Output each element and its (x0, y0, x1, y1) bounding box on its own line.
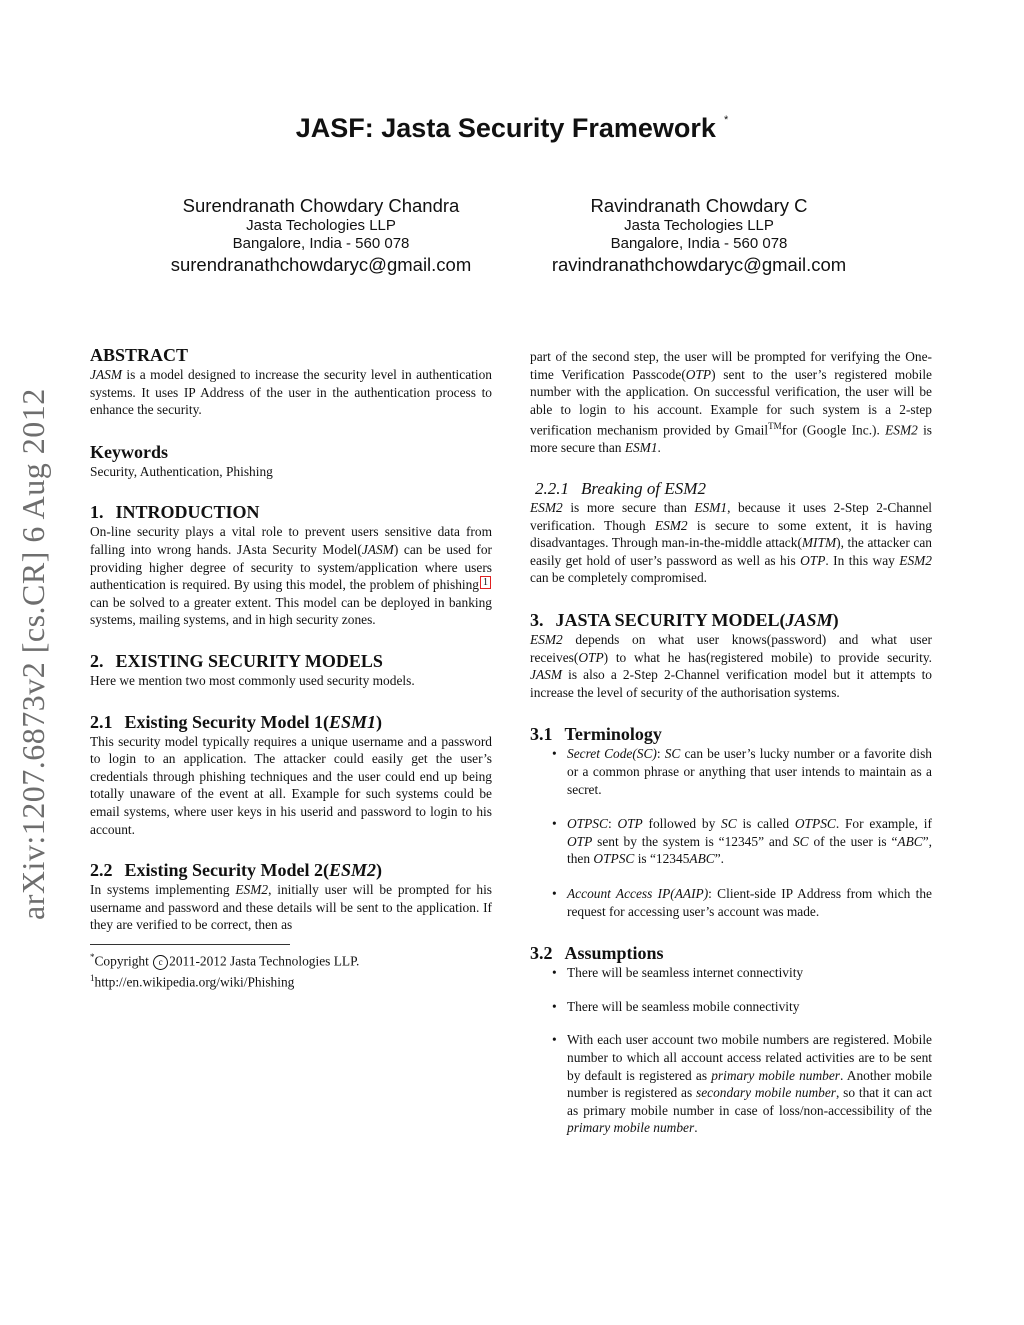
list-item: • With each user account two mobile numbers are registered. Mobile number to which all account access related activities are to be sent by default is registered as primary mobile number. Another mobile number is registered as secondary mobile number, so that it can act as primary mobile number in case of loss/non-accessibility of the primary mobile number. (552, 1032, 933, 1136)
arxiv-identifier-stamp: arXiv:1207.6873v2 [cs.CR] 6 Aug 2012 (15, 388, 51, 920)
left-column (90, 344, 492, 991)
bullet-icon: • (552, 885, 557, 901)
subsection-heading-assumptions: 3.2 Assumptions (530, 943, 664, 964)
bullet-icon: • (552, 998, 557, 1014)
author-block-1 (121, 194, 521, 277)
author-address: Bangalore, India - 560 078 (232, 235, 410, 252)
abstract-heading: ABSTRACT (90, 345, 189, 365)
title-footnote-mark: * (723, 114, 729, 126)
footnote-url[interactable]: $^1$http://en.wikipedia.org/wiki/Phishing (90, 973, 295, 990)
author-address: Bangalore, India - 560 078 (610, 235, 788, 252)
assumptions-list (530, 964, 932, 1137)
term-jasm: JASM (90, 367, 122, 382)
bullet-icon: • (552, 816, 557, 832)
author-affiliation: Jasta Techologies LLP (246, 217, 396, 234)
paper-title: JASF: Jasta Security Framework * (295, 113, 729, 143)
list-item: • There will be seamless mobile connectivity (552, 998, 800, 1014)
abstract-text: JASM is a model designed to increase the security level in authentication systems. It uses IP Address of the user in the authentication process to enhance the security. (90, 367, 492, 418)
list-item: • Secret Code(SC): SC can be user’s lucky number or a favorite dish or a common phrase or anything that user intends to maintain as a secret. (552, 746, 932, 797)
existing-models-text: Here we mention two most commonly used security models. (90, 672, 415, 688)
author-email[interactable]: ravindranathchowdaryc@gmail.com (551, 254, 847, 275)
copyright-icon: c (153, 955, 168, 970)
subsubsection-heading-breaking-esm2: 2.2.1 Breaking of ESM2 (535, 479, 706, 499)
keywords-text: Security, Authentication, Phishing (90, 463, 273, 479)
bullet-icon: • (552, 746, 557, 762)
author-email[interactable]: surendranathchowdaryc@gmail.com (170, 254, 472, 275)
esm2-continued-text: part of the second step, the user will be prompted for verifying the One-time Verification Passcode(OTP) sent to the user’s registered mobile number with the application. On successful verification, the user will be able to login to his account. Example for such system is a 2-step verification mechanism provided by Gmail™for (Google Inc.). ESM2 is more secure than ESM1. (530, 349, 932, 456)
terminology-list (530, 745, 932, 920)
list-item: • Account Access IP(AAIP): Client-side IP Address from which the request for accessing user’s account was made. (552, 885, 932, 919)
bullet-icon: • (552, 965, 557, 981)
esm1-text: This security model typically requires a unique username and a password to login to an application. The attacker could easily get the user’s credentials through phishing techniques and the user could end up being totally unaware of the event at all. Example for such systems could be email systems, where user keys in his userid and password to login to his account. (90, 733, 492, 837)
breaking-esm2-text: ESM2 is more secure than ESM1, because it uses 2-Step 2-Channel verification. Though ESM2 is secure to some extent, it is having disadvantages. Through man-in-the-middle attack(MITM), the attacker can easily get hold of user’s password as well as his OTP. In this way ESM2 can be completely compromised. (530, 500, 933, 586)
author-name: Ravindranath Chowdary C (590, 195, 808, 216)
author-block-2 (499, 194, 899, 277)
esm2-text: In systems implementing ESM2, initially user will be prompted for his username and password and these details will be sent to the application. If they are verified to be correct, then as (90, 882, 492, 933)
subsection-heading-esm1: 2.1 Existing Security Model 1(ESM1) (90, 711, 383, 732)
list-item: • There will be seamless internet connectivity (552, 965, 804, 981)
section-heading-introduction: 1. INTRODUCTION (90, 502, 260, 523)
author-affiliation: Jasta Techologies LLP (624, 217, 774, 234)
introduction-text: On-line security plays a vital role to prevent users sensitive data from falling into wrong hands. JAsta Security Model(JASM) can be used for providing higher degree of security to system/application where users authentication is required. By using this model, the problem of phishing 1 can be solved to a greater extent. This model can be deployed in banking systems, mailing systems, and in high security zones. (90, 524, 492, 628)
subsection-heading-esm2: 2.2 Existing Security Model 2(ESM2) (90, 860, 383, 881)
list-item: • OTPSC: OTP followed by SC is called OTPSC. For example, if OTP sent by the system is “12345” and SC of the user is “ABC”, then OTPSC is “12345ABC”. (552, 816, 932, 867)
section-heading-jasm: 3. JASTA SECURITY MODEL(JASM) (530, 610, 839, 630)
author-name: Surendranath Chowdary Chandra (182, 195, 460, 216)
bullet-icon: • (552, 1032, 557, 1048)
right-column (530, 348, 932, 1137)
jasm-text: ESM2 depends on what user knows(password) and what user receives(OTP) to what he has(registered mobile) to provide security. JASM is also a 2-Step 2-Channel verification model but it attempts to increase the level of security of the authorisation systems. (530, 632, 932, 700)
section-heading-existing-models: 2. EXISTING SECURITY MODELS (90, 650, 383, 671)
subsection-heading-terminology: 3.1 Terminology (530, 724, 662, 745)
footnote-copyright: *Copyright c 2011-2012 Jasta Technologies LLP. (90, 951, 360, 969)
footnote-divider (90, 944, 290, 945)
citation-link-1[interactable]: 1 (480, 576, 491, 589)
keywords-heading: Keywords (90, 441, 168, 462)
